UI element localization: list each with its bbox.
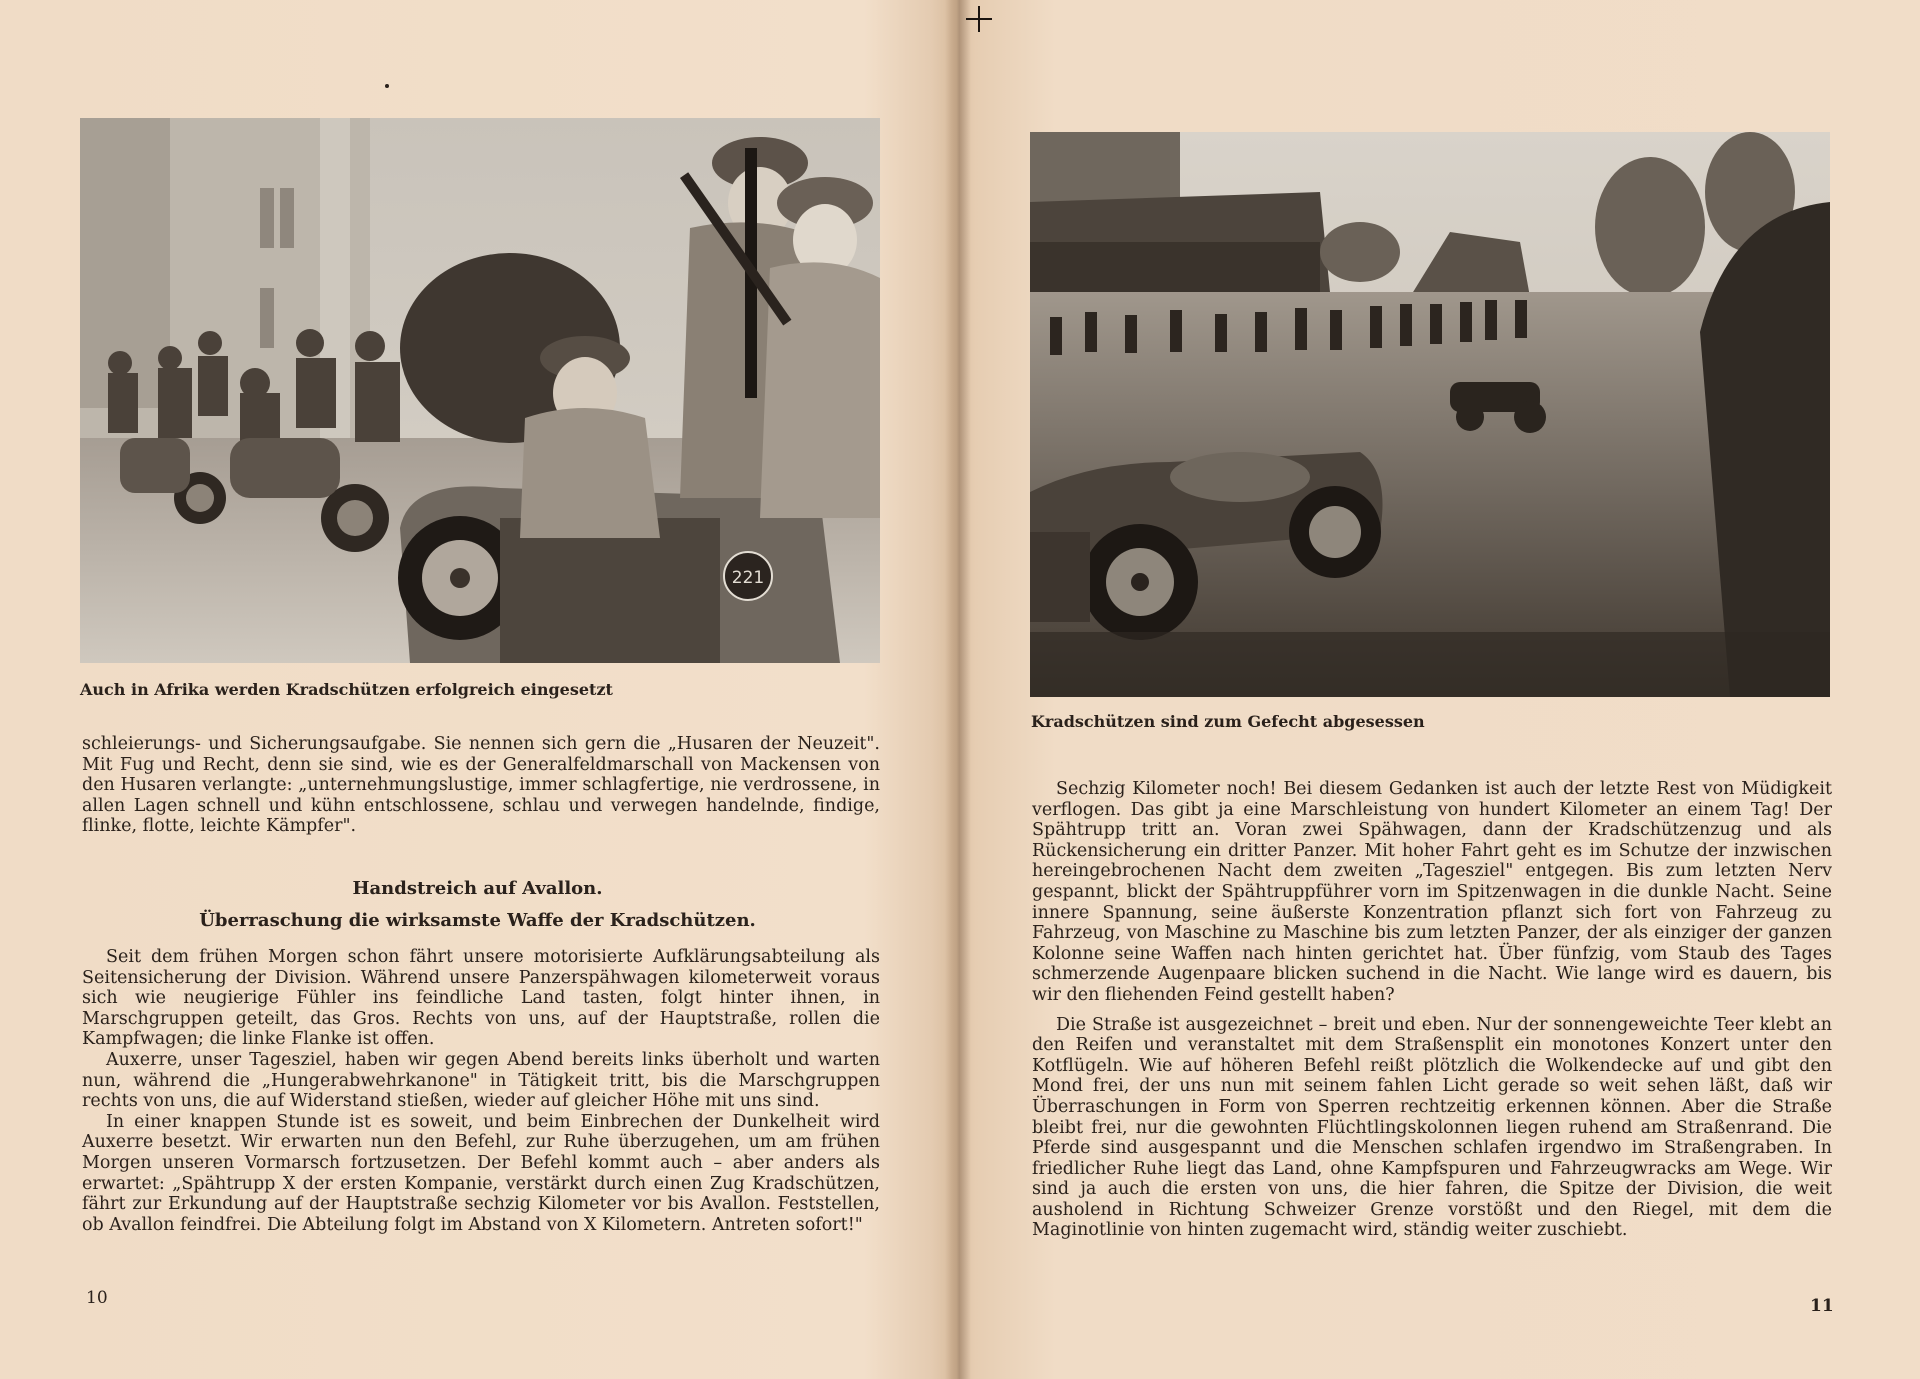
paragraph: Seit dem frühen Morgen schon fährt unsere motorisierte Aufklärungsabteilung als Seitensicherung der Division. Während unsere Panzerspähwagen kilometerweit voraus sich wie neugierige Fühler ins feindliche Land tasten, folgt hinter ihnen, in Marschgruppen geteilt, das Gros. Rechts von uns, auf der Hauptstraße, rollen die Kampfwagen; die linke Flanke ist offen. <box>82 947 880 1050</box>
plate-number: 221 <box>731 568 765 588</box>
section-subheading: Überraschung die wirksamste Waffe der Kradschützen. <box>199 910 756 931</box>
right-text-block <box>1032 779 1832 1241</box>
left-text-block-1 <box>82 734 880 837</box>
motorcycle-column-photo <box>80 118 880 663</box>
left-page <box>0 0 955 1379</box>
page-number: 10 <box>86 1288 108 1308</box>
section-heading: Handstreich auf Avallon. <box>352 878 603 899</box>
print-speck <box>385 84 389 88</box>
paragraph: In einer knappen Stunde ist es soweit, und beim Einbrechen der Dunkelheit wird Auxerre besetzt. Wir erwarten nun den Befehl, zur Ruhe überzugehen, um am frühen Morgen unseren Vormarsch fortzusetzen. Der Befehl kommt auch – aber anders als erwartet: „Spähtrupp X der ersten Kompanie, verstärkt durch einen Zug Kradschützen, fährt zur Erkundung auf der Hauptstraße sechzig Kilometer vor bis Avallon. Feststellen, ob Avallon feindfrei. Die Abteilung folgt im Abstand von X Kilometern. Antreten sofort!" <box>82 1111 880 1235</box>
left-text-block-2 <box>82 947 880 1235</box>
paragraph: Die Straße ist ausgezeichnet – breit und eben. Nur der sonnengeweichte Teer klebt an den Reifen und veranstaltet mit dem Straßensplit ein monotones Konzert unter den Kotflügeln. Wie auf höheren Befehl reißt plötzlich die Wolkendecke auf und gibt den Mond frei, der uns nun mit seinem fahlen Licht gerade so weit sehen läßt, daß wir Überraschungen in Form von Sperren rechtzeitig erkennen können. Aber die Straße bleibt frei, nur die gewohnten Flüchtlingskolonnen liegen ruhend am Straßenrand. Die Pferde sind ausgespannt und die Menschen schlafen irgendwo im Straßengraben. In friedlicher Ruhe liegt das Land, ohne Kampfspuren und Fahrzeugwracks am Wege. Wir sind ja auch die ersten von uns, die hier fahren, die Spitze der Division, die weit ausholend in Richtung Schweizer Grenze vorstößt und den Riegel, mit dem die Maginotlinie von hinten zugemacht wird, ständig weiter zuschiebt. <box>1032 1014 1832 1241</box>
paragraph: schleierungs- und Sicherungsaufgabe. Sie nennen sich gern die „Husaren der Neuzeit". Mit Fug und Recht, denn sie sind, wie es der Generalfeldmarschall von Mackensen von den Husaren verlangte: „unternehmungslustige, immer schlagfertige, nie verdrossene, in allen Lagen schnell und kühn entschlossene, schlau und verwegen handelnde, findige, flinke, flotte, leichte Kämpfer". <box>82 734 880 837</box>
paragraph: Auxerre, unser Tagesziel, haben wir gegen Abend bereits links überholt und warten nun, während die „Hungerabwehrkanone" in Tätigkeit tritt, bis die Marschgruppen rechts von uns, die auf Widerstand stießen, wieder auf gleicher Höhe mit uns sind. <box>82 1049 880 1112</box>
right-photo-caption: Kradschützen sind zum Gefecht abgesessen <box>1031 712 1425 731</box>
right-page <box>965 0 1920 1379</box>
paragraph: Sechzig Kilometer noch! Bei diesem Gedanken ist auch der letzte Rest von Müdigkeit verflogen. Das gibt ja eine Marschleistung von hundert Kilometer an einem Tag! Der Spähtrupp tritt an. Voran zwei Spähwagen, dann der Kradschützenzug und als Rückensicherung ein dritter Panzer. Mit hoher Fahrt geht es im Schutze der inzwischen hereingebrochenen Nacht dem zweiten „Tagesziel" entgegen. Bis zum letzten Nerv gespannt, blickt der Spähtruppführer vorn im Spitzenwagen in die dunkle Nacht. Seine innere Spannung, seine äußerste Konzentration pflanzt sich fort von Fahrzeug zu Fahrzeug, von Maschine zu Maschine bis zum letzten Panzer, der als einziger der ganzen Kolonne seine Waffen nach hinten gerichtet hat. Über fünfzig, vom Staub des Tages schmerzende Augenpaare blicken suchend in die Nacht. Wie lange wird es dauern, bis wir den fliehenden Feind gestellt haben? <box>1032 779 1832 1005</box>
dismounted-soldiers-photo <box>1030 132 1830 697</box>
page-number: 11 <box>1810 1296 1834 1316</box>
left-photo-caption: Auch in Afrika werden Kradschützen erfolgreich eingesetzt <box>80 680 613 699</box>
